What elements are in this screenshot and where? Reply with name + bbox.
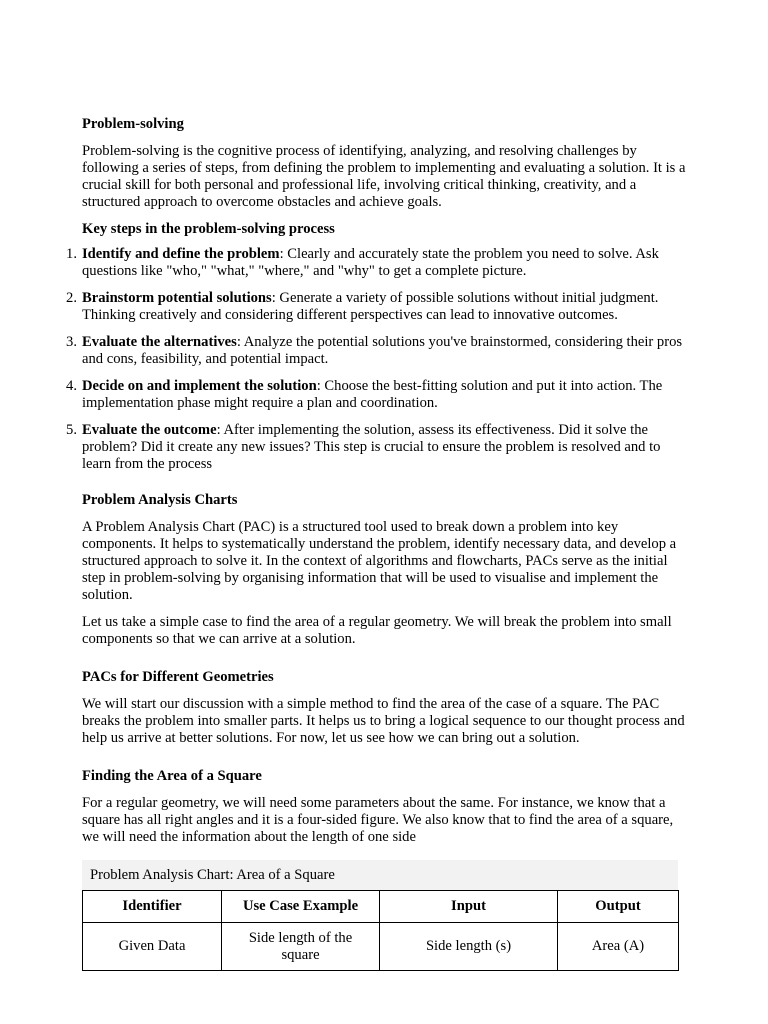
table-cell: Given Data <box>83 923 222 971</box>
square-paragraph: For a regular geometry, we will need some parameters about the same. For instance, we know that a square has all right angles and it is a four-sided figure. We also know that to find the area of a square, we will need the information about the length of one side <box>82 795 674 845</box>
section-title-square: Finding the Area of a Square <box>82 768 262 784</box>
table-row <box>83 923 679 971</box>
table-header-row <box>83 891 679 923</box>
intro-paragraph: Problem-solving is the cognitive process of identifying, analyzing, and resolving challenges by following a series of steps, from defining the problem to implementing and evaluating a solution. It is a crucial skill for both personal and professional life, involving critical thinking, creativity, and a structured approach to overcome obstacles and achieve goals. <box>82 143 686 210</box>
geometries-paragraph: We will start our discussion with a simple method to find the area of the case of a square. The PAC breaks the problem into smaller parts. It helps us to bring a logical sequence to our thought process and help us arrive at better solutions. For now, let us see how we can bring out a solution. <box>82 696 685 746</box>
table-cell: Side length (s) <box>380 923 558 971</box>
steps-list <box>66 246 687 473</box>
section-title-key-steps: Key steps in the problem-solving process <box>82 221 335 237</box>
list-item: 5. Evaluate the outcome: After implementing the solution, assess its effectiveness. Did it solve the problem? Did it create any new issues? This step is crucial to ensure the problem is resolved and to learn from the process <box>66 422 661 472</box>
table-cell: Side length of the square <box>222 923 380 971</box>
column-header: Use Case Example <box>222 891 380 923</box>
pac-paragraph-1: A Problem Analysis Chart (PAC) is a structured tool used to break down a problem into key components. It helps to systematically understand the problem, identify necessary data, and develop a structured approach to solve it. In the context of algorithms and flowcharts, PACs serve as the initial step in problem-solving by organising information that will be used to visualise and implement the solution. <box>82 519 677 603</box>
table-caption: Problem Analysis Chart: Area of a Square <box>82 860 678 890</box>
document-page <box>66 116 687 971</box>
list-item: 1. Identify and define the problem: Clearly and accurately state the problem you need to solve. Ask questions like "who," "what," "where," and "why" to get a complete picture. <box>66 246 659 279</box>
column-header: Output <box>558 891 679 923</box>
pac-paragraph-2: Let us take a simple case to find the area of a regular geometry. We will break the problem into small components so that we can arrive at a solution. <box>82 614 672 647</box>
section-title-pac: Problem Analysis Charts <box>82 492 238 508</box>
section-title-problem-solving: Problem-solving <box>82 116 184 132</box>
list-item: 4. Decide on and implement the solution: Choose the best-fitting solution and put it into action. The implementation phase might require a plan and coordination. <box>66 378 663 411</box>
list-item: 3. Evaluate the alternatives: Analyze the potential solutions you've brainstormed, considering their pros and cons, feasibility, and potential impact. <box>66 334 683 367</box>
column-header: Identifier <box>83 891 222 923</box>
list-item: 2. Brainstorm potential solutions: Generate a variety of possible solutions without initial judgment. Thinking creatively and considering different perspectives can lead to innovative outcomes. <box>66 290 659 323</box>
section-title-geometries: PACs for Different Geometries <box>82 669 274 685</box>
table-cell: Area (A) <box>558 923 679 971</box>
column-header: Input <box>380 891 558 923</box>
pac-table <box>82 890 679 971</box>
